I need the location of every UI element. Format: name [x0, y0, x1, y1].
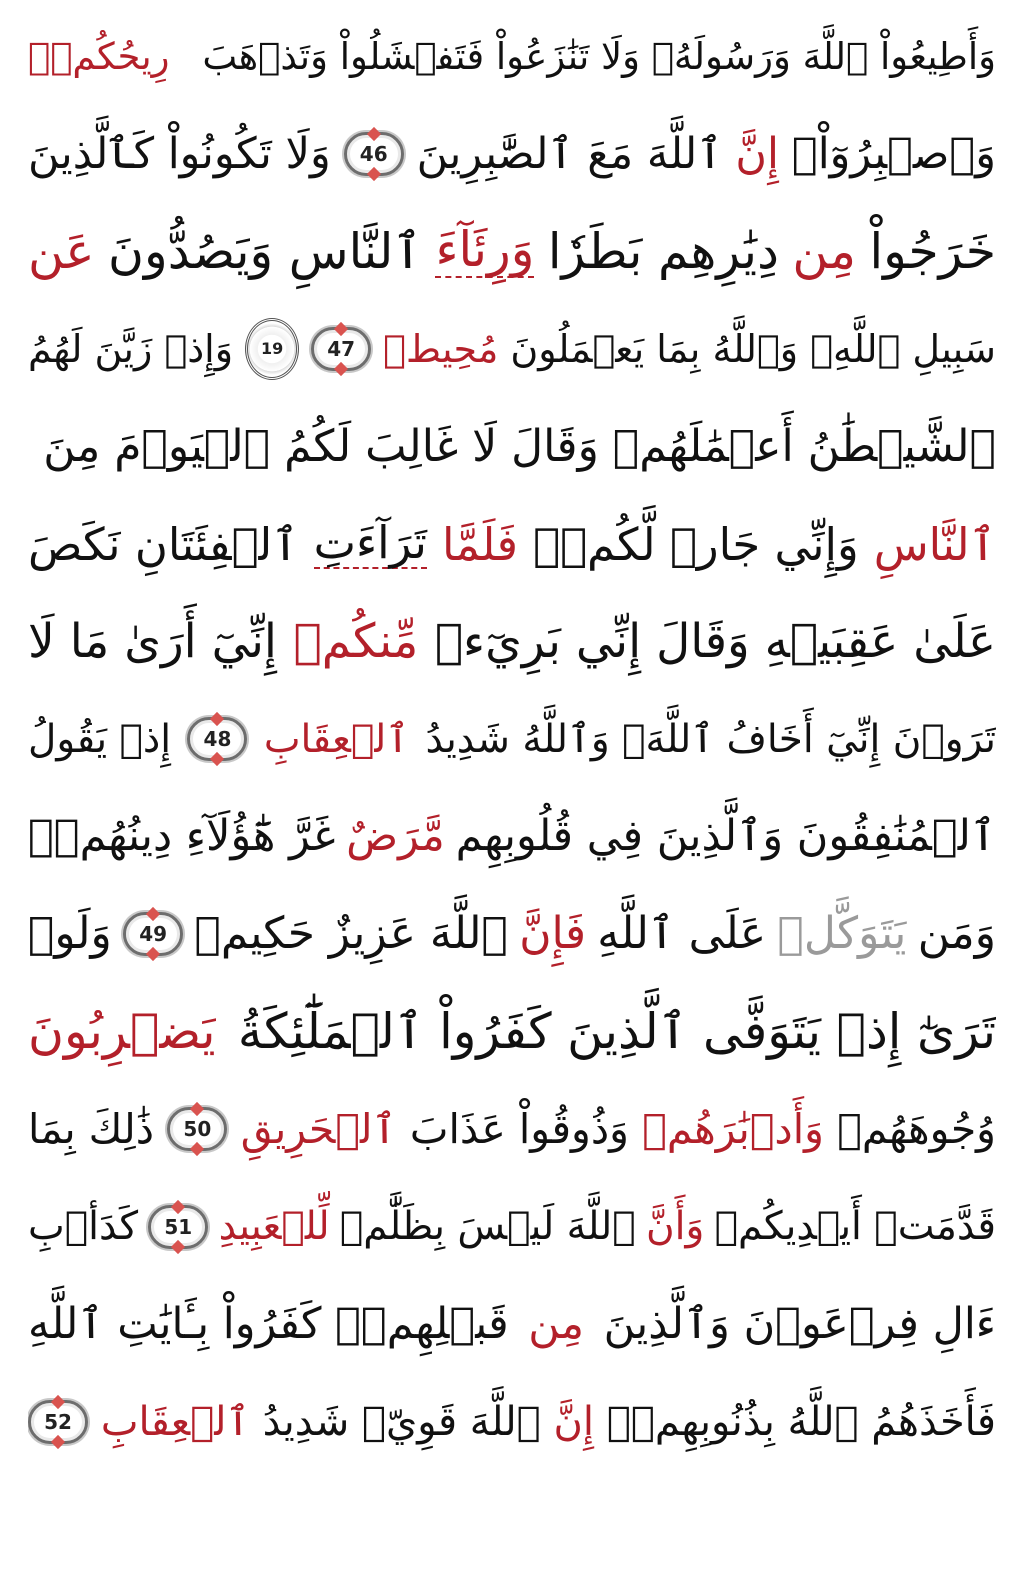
verse-number-marker — [28, 1400, 88, 1444]
verse-number-marker — [344, 132, 404, 176]
quran-text-segment: ٱلشَّيۡطَٰنُ أَعۡمَٰلَهُمۡ وَقَالَ لَا غَالِبَ لَكُمُ ٱلۡيَوۡمَ مِنَ — [43, 420, 996, 472]
quran-text-segment: مِّنكُمۡ — [293, 614, 419, 670]
quran-text-segment: وَأَدۡبَٰرَهُمۡ — [642, 1104, 824, 1153]
quran-text-segment: مُحِيطٞ — [383, 327, 499, 372]
text-line — [28, 593, 996, 691]
quran-text-segment: تَرَآءَتِ — [313, 515, 427, 569]
hizb-quarter-marker — [245, 318, 299, 380]
verse-number: 46 — [359, 142, 388, 167]
quran-text-segment: ٱلۡعِقَابِ — [100, 1398, 250, 1445]
quran-text-segment: إِذۡ يَقُولُ — [28, 716, 172, 762]
quran-text-segment: تَرَوۡنَ إِنِّيٓ أَخَافُ ٱللَّهَۚ وَٱللَّهُ شَدِيدُ — [425, 716, 996, 762]
verse-number: 52 — [44, 1409, 72, 1434]
quran-text-segment: فَأَخَذَهُمُ ٱللَّهُ بِذُنُوبِهِمۡۗ — [606, 1398, 996, 1445]
text-line — [28, 398, 996, 496]
quran-text-segment: مَّرَضٌ — [346, 811, 445, 862]
text-line — [28, 886, 996, 984]
text-line — [28, 1276, 996, 1374]
quran-text-segment: كَدَأۡبِ — [28, 1204, 139, 1250]
quran-text-segment: قَبۡلِهِمۡۚ كَفَرُواْ بِـَٔايَٰتِ ٱللَّهِ — [28, 1298, 509, 1349]
verse-number: 48 — [203, 727, 232, 752]
quran-text-segment: فَلَمَّا — [441, 517, 519, 571]
quran-text-segment: خَرَجُواْ — [869, 223, 996, 281]
quran-text-segment: ٱلۡفِئَتَانِ نَكَصَ — [28, 517, 299, 571]
quran-text-segment: وَإِنِّي جَارٞ لَّكُمۡۖ — [533, 517, 859, 571]
verse-number-marker — [123, 912, 183, 956]
text-line — [28, 1373, 996, 1471]
quran-text-segment: وَرِئَآءَ — [435, 221, 535, 279]
quran-text-segment: عَلَى ٱللَّهِ — [597, 908, 767, 960]
quran-text-segment: ٱللَّهَ عَزِيزٌ حَكِيمٞ — [194, 908, 508, 960]
quran-text-segment: ٱلۡحَرِيقِ — [240, 1104, 397, 1153]
verse-number: 49 — [139, 922, 168, 947]
quran-text-segment: تَرَىٰٓ إِذۡ يَتَوَفَّى ٱلَّذِينَ كَفَرُواْ ٱلۡمَلَٰٓئِكَةُ — [237, 1003, 996, 1061]
quran-text-segment: وَأَطِيعُواْ ٱللَّهَ وَرَسُولَهُۥ وَلَا تَنَٰزَعُواْ فَتَفۡشَلُواْ وَتَذۡهَبَ — [202, 35, 996, 79]
quran-text-segment: سَبِيلِ ٱللَّهِۚ وَٱللَّهُ بِمَا يَعۡمَلُونَ — [510, 327, 996, 372]
quran-text-segment: وَأَنَّ — [645, 1204, 705, 1250]
quran-text-segment: وَمَن — [917, 908, 996, 960]
quran-text-segment: ٱلنَّاسِ وَيَصُدُّونَ — [108, 223, 422, 281]
quran-text-segment: إِنَّ — [735, 128, 779, 179]
quran-text-segment: إِنِّيٓ أَرَىٰ مَا لَا — [28, 614, 277, 670]
text-line — [28, 788, 996, 886]
quran-text-segment: ٱللَّهَ قَوِيّٞ شَدِيدُ — [262, 1398, 541, 1445]
quran-text-segment: ٱلۡعِقَابِ — [263, 716, 410, 762]
quran-text-segment: يَضۡرِبُونَ — [28, 1003, 216, 1061]
quran-text-segment: وَلَوۡ — [28, 908, 112, 960]
text-line — [28, 496, 996, 594]
quran-text-segment: قَدَّمَتۡ أَيۡدِيكُمۡ — [714, 1204, 996, 1250]
quran-text-segment: إِنَّ — [553, 1398, 594, 1445]
quran-text-segment: رِيحُكُمۡۖ — [28, 35, 170, 79]
quran-text-segment: مِن — [792, 223, 856, 281]
text-line — [28, 983, 996, 1081]
verse-number-marker — [311, 327, 371, 371]
quran-text-segment: ءَالِ فِرۡعَوۡنَ وَٱلَّذِينَ — [603, 1298, 996, 1349]
verse-number-marker — [148, 1205, 208, 1249]
quran-text-segment: لِّلۡعَبِيدِ — [218, 1204, 330, 1250]
quran-text-segment: ٱللَّهَ مَعَ ٱلصَّٰبِرِينَ — [416, 128, 723, 179]
text-line — [28, 1081, 996, 1179]
verse-number-marker — [187, 717, 247, 761]
quran-text-segment: وَإِذۡ زَيَّنَ لَهُمُ — [28, 327, 234, 372]
quran-text-segment: ٱلۡمُنَٰفِقُونَ وَٱلَّذِينَ فِي قُلُوبِهِم — [455, 811, 996, 862]
quran-text-segment: مِن — [528, 1298, 585, 1349]
text-line — [28, 8, 996, 106]
quran-text-segment: وَذُوقُواْ عَذَابَ — [409, 1104, 629, 1153]
hizb-number: 19 — [260, 339, 284, 359]
text-line — [28, 106, 996, 204]
quran-text-segment: فَإِنَّ — [519, 908, 586, 960]
quran-text-segment: ذَٰلِكَ بِمَا — [28, 1104, 154, 1153]
verse-number: 50 — [183, 1117, 212, 1142]
quran-text-segment: وُجُوهَهُمۡ — [837, 1104, 996, 1153]
quran-text-segment: ٱللَّهَ لَيۡسَ بِظَلَّٰمٖ — [339, 1204, 636, 1250]
verse-number: 47 — [327, 337, 356, 362]
quran-text-segment: دِيَٰرِهِم بَطَرٗا — [547, 223, 779, 281]
quran-text-segment: غَرَّ هَٰٓؤُلَآءِ دِينُهُمۡۗ — [28, 811, 336, 862]
quran-text-segment: يَتَوَكَّلۡ — [777, 908, 907, 960]
text-line — [28, 691, 996, 789]
quran-text-segment: وَٱصۡبِرُوٓاْۚ — [791, 128, 996, 179]
verse-number: 51 — [164, 1214, 193, 1239]
text-line — [28, 1178, 996, 1276]
text-line — [28, 301, 996, 399]
quran-text-segment: ٱلنَّاسِ — [873, 517, 996, 571]
quran-text-segment: عَلَىٰ عَقِبَيۡهِ وَقَالَ إِنِّي بَرِيٓءٞ — [434, 614, 996, 670]
quran-text-segment: عَن — [28, 223, 95, 281]
text-line — [28, 203, 996, 301]
quran-text-segment: وَلَا تَكُونُواْ كَٱلَّذِينَ — [28, 128, 331, 179]
verse-number-marker — [167, 1107, 227, 1151]
